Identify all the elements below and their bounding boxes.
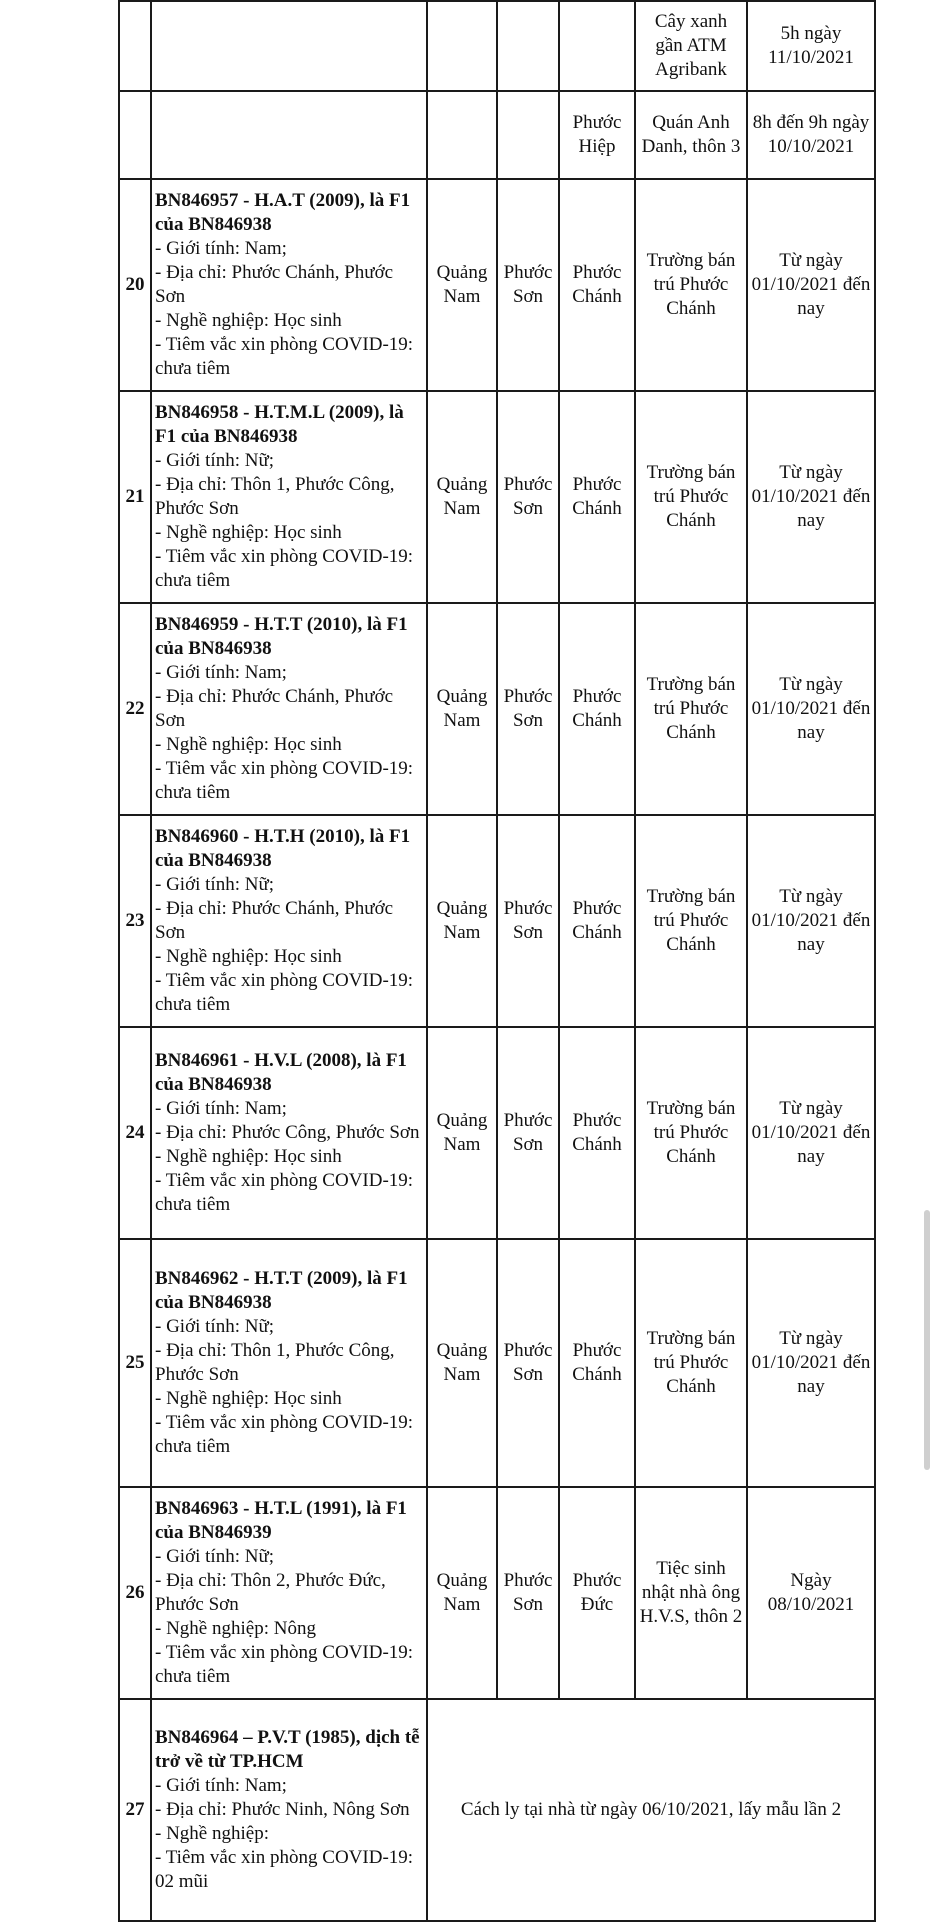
case-title: BN846963 - H.T.L (1991), là F1 của BN846939 — [155, 1498, 407, 1543]
info-cell — [151, 391, 427, 603]
stt-cell: 23 — [119, 815, 151, 1027]
info-cell — [151, 1239, 427, 1487]
case-detail-line: - Nghề nghiệp: — [155, 1823, 269, 1844]
stt-cell: 27 — [119, 1699, 151, 1921]
district-cell: Phước Sơn — [497, 391, 559, 603]
case-title: BN846962 - H.T.T (2009), là F1 của BN846938 — [155, 1268, 408, 1313]
stt-cell: 22 — [119, 603, 151, 815]
district-cell: Phước Sơn — [497, 1487, 559, 1699]
place-cell: Trường bán trú Phước Chánh — [635, 391, 747, 603]
table-row — [119, 179, 875, 391]
case-detail-line: - Tiêm vắc xin phòng COVID-19: chưa tiêm — [155, 1642, 414, 1687]
info-cell — [151, 815, 427, 1027]
case-detail-line: - Địa chỉ: Thôn 1, Phước Công, Phước Sơn — [155, 1340, 395, 1385]
table-row — [119, 1699, 875, 1921]
info-cell — [151, 179, 427, 391]
district-cell — [497, 91, 559, 179]
scrollbar-thumb[interactable] — [924, 1210, 930, 1470]
time-cell: 8h đến 9h ngày 10/10/2021 — [747, 91, 875, 179]
province-cell: Quảng Nam — [427, 179, 497, 391]
info-cell — [151, 1027, 427, 1239]
place-cell: Trường bán trú Phước Chánh — [635, 179, 747, 391]
stt-cell: 21 — [119, 391, 151, 603]
case-detail-line: - Nghề nghiệp: Học sinh — [155, 1146, 342, 1167]
time-cell: Từ ngày 01/10/2021 đến nay — [747, 815, 875, 1027]
province-cell: Quảng Nam — [427, 1239, 497, 1487]
place-cell: Tiệc sinh nhật nhà ông H.V.S, thôn 2 — [635, 1487, 747, 1699]
time-cell: Từ ngày 01/10/2021 đến nay — [747, 1027, 875, 1239]
commune-cell: Phước Đức — [559, 1487, 635, 1699]
province-cell: Quảng Nam — [427, 603, 497, 815]
case-detail-line: - Tiêm vắc xin phòng COVID-19: chưa tiêm — [155, 1170, 414, 1215]
case-detail-line: - Giới tính: Nam; — [155, 662, 287, 683]
province-cell — [427, 91, 497, 179]
table-row — [119, 91, 875, 179]
district-cell: Phước Sơn — [497, 1027, 559, 1239]
quarantine-note: Cách ly tại nhà từ ngày 06/10/2021, lấy mẫu lần 2 — [427, 1699, 875, 1921]
stt-cell: 26 — [119, 1487, 151, 1699]
case-title: BN846964 – P.V.T (1985), dịch tễ trở về từ TP.HCM — [155, 1727, 420, 1772]
commune-cell: Phước Hiệp — [559, 91, 635, 179]
case-detail-line: - Tiêm vắc xin phòng COVID-19: chưa tiêm — [155, 546, 414, 591]
commune-cell: Phước Chánh — [559, 815, 635, 1027]
case-detail-line: - Nghề nghiệp: Học sinh — [155, 310, 342, 331]
info-cell — [151, 1487, 427, 1699]
stt-cell: 20 — [119, 179, 151, 391]
district-cell — [497, 1, 559, 91]
district-cell: Phước Sơn — [497, 603, 559, 815]
commune-cell: Phước Chánh — [559, 1239, 635, 1487]
table-row — [119, 815, 875, 1027]
case-title: BN846961 - H.V.L (2008), là F1 của BN846938 — [155, 1050, 407, 1095]
case-detail-line: - Địa chỉ: Phước Công, Phước Sơn — [155, 1122, 420, 1143]
province-cell: Quảng Nam — [427, 1027, 497, 1239]
case-detail-line: - Giới tính: Nam; — [155, 238, 287, 259]
case-detail-line: - Nghề nghiệp: Nông — [155, 1618, 316, 1639]
time-cell: Từ ngày 01/10/2021 đến nay — [747, 179, 875, 391]
province-cell: Quảng Nam — [427, 815, 497, 1027]
place-cell: Trường bán trú Phước Chánh — [635, 1239, 747, 1487]
commune-cell: Phước Chánh — [559, 1027, 635, 1239]
stt-cell: 24 — [119, 1027, 151, 1239]
time-cell: Ngày 08/10/2021 — [747, 1487, 875, 1699]
case-detail-line: - Địa chỉ: Phước Chánh, Phước Sơn — [155, 262, 394, 307]
case-detail-line: - Tiêm vắc xin phòng COVID-19: chưa tiêm — [155, 970, 414, 1015]
case-detail-line: - Địa chỉ: Phước Chánh, Phước Sơn — [155, 898, 394, 943]
table-row — [119, 1239, 875, 1487]
case-detail-line: - Giới tính: Nam; — [155, 1098, 287, 1119]
case-table-body — [119, 1, 875, 1921]
time-cell: Từ ngày 01/10/2021 đến nay — [747, 1239, 875, 1487]
district-cell: Phước Sơn — [497, 1239, 559, 1487]
table-row — [119, 1027, 875, 1239]
commune-cell: Phước Chánh — [559, 179, 635, 391]
province-cell: Quảng Nam — [427, 1487, 497, 1699]
time-cell: Từ ngày 01/10/2021 đến nay — [747, 603, 875, 815]
case-detail-line: - Địa chỉ: Phước Chánh, Phước Sơn — [155, 686, 394, 731]
info-cell — [151, 91, 427, 179]
info-cell — [151, 1, 427, 91]
case-detail-line: - Địa chỉ: Thôn 1, Phước Công, Phước Sơn — [155, 474, 395, 519]
case-title: BN846959 - H.T.T (2010), là F1 của BN846938 — [155, 614, 408, 659]
case-detail-line: - Giới tính: Nữ; — [155, 1316, 275, 1337]
table-row — [119, 1, 875, 91]
place-cell: Trường bán trú Phước Chánh — [635, 1027, 747, 1239]
district-cell: Phước Sơn — [497, 815, 559, 1027]
commune-cell: Phước Chánh — [559, 391, 635, 603]
province-cell: Quảng Nam — [427, 391, 497, 603]
case-detail-line: - Giới tính: Nữ; — [155, 450, 275, 471]
case-detail-line: - Nghề nghiệp: Học sinh — [155, 946, 342, 967]
time-cell: Từ ngày 01/10/2021 đến nay — [747, 391, 875, 603]
place-cell: Quán Anh Danh, thôn 3 — [635, 91, 747, 179]
case-title: BN846960 - H.T.H (2010), là F1 của BN846938 — [155, 826, 411, 871]
district-cell: Phước Sơn — [497, 179, 559, 391]
case-detail-line: - Địa chỉ: Thôn 2, Phước Đức, Phước Sơn — [155, 1570, 386, 1615]
commune-cell: Phước Chánh — [559, 603, 635, 815]
info-cell — [151, 603, 427, 815]
place-cell: Trường bán trú Phước Chánh — [635, 603, 747, 815]
case-detail-line: - Giới tính: Nữ; — [155, 874, 275, 895]
table-row — [119, 391, 875, 603]
case-title: BN846957 - H.A.T (2009), là F1 của BN846938 — [155, 190, 411, 235]
case-detail-line: - Nghề nghiệp: Học sinh — [155, 1388, 342, 1409]
case-detail-line: - Tiêm vắc xin phòng COVID-19: chưa tiêm — [155, 1412, 414, 1457]
commune-cell — [559, 1, 635, 91]
time-cell: 5h ngày 11/10/2021 — [747, 1, 875, 91]
case-detail-line: - Tiêm vắc xin phòng COVID-19: chưa tiêm — [155, 758, 414, 803]
case-detail-line: - Nghề nghiệp: Học sinh — [155, 522, 342, 543]
info-cell — [151, 1699, 427, 1921]
case-detail-line: - Tiêm vắc xin phòng COVID-19: chưa tiêm — [155, 334, 414, 379]
stt-cell: 25 — [119, 1239, 151, 1487]
place-cell: Cây xanh gần ATM Agribank — [635, 1, 747, 91]
table-row — [119, 603, 875, 815]
table-row — [119, 1487, 875, 1699]
case-detail-line: - Giới tính: Nữ; — [155, 1546, 275, 1567]
stt-cell — [119, 1, 151, 91]
case-table — [118, 0, 876, 1922]
stt-cell — [119, 91, 151, 179]
province-cell — [427, 1, 497, 91]
case-detail-line: - Nghề nghiệp: Học sinh — [155, 734, 342, 755]
case-detail-line: - Giới tính: Nam; — [155, 1775, 287, 1796]
place-cell: Trường bán trú Phước Chánh — [635, 815, 747, 1027]
case-detail-line: - Địa chỉ: Phước Ninh, Nông Sơn — [155, 1799, 410, 1820]
case-detail-line: - Tiêm vắc xin phòng COVID-19: 02 mũi — [155, 1847, 414, 1892]
case-title: BN846958 - H.T.M.L (2009), là F1 của BN846938 — [155, 402, 404, 447]
